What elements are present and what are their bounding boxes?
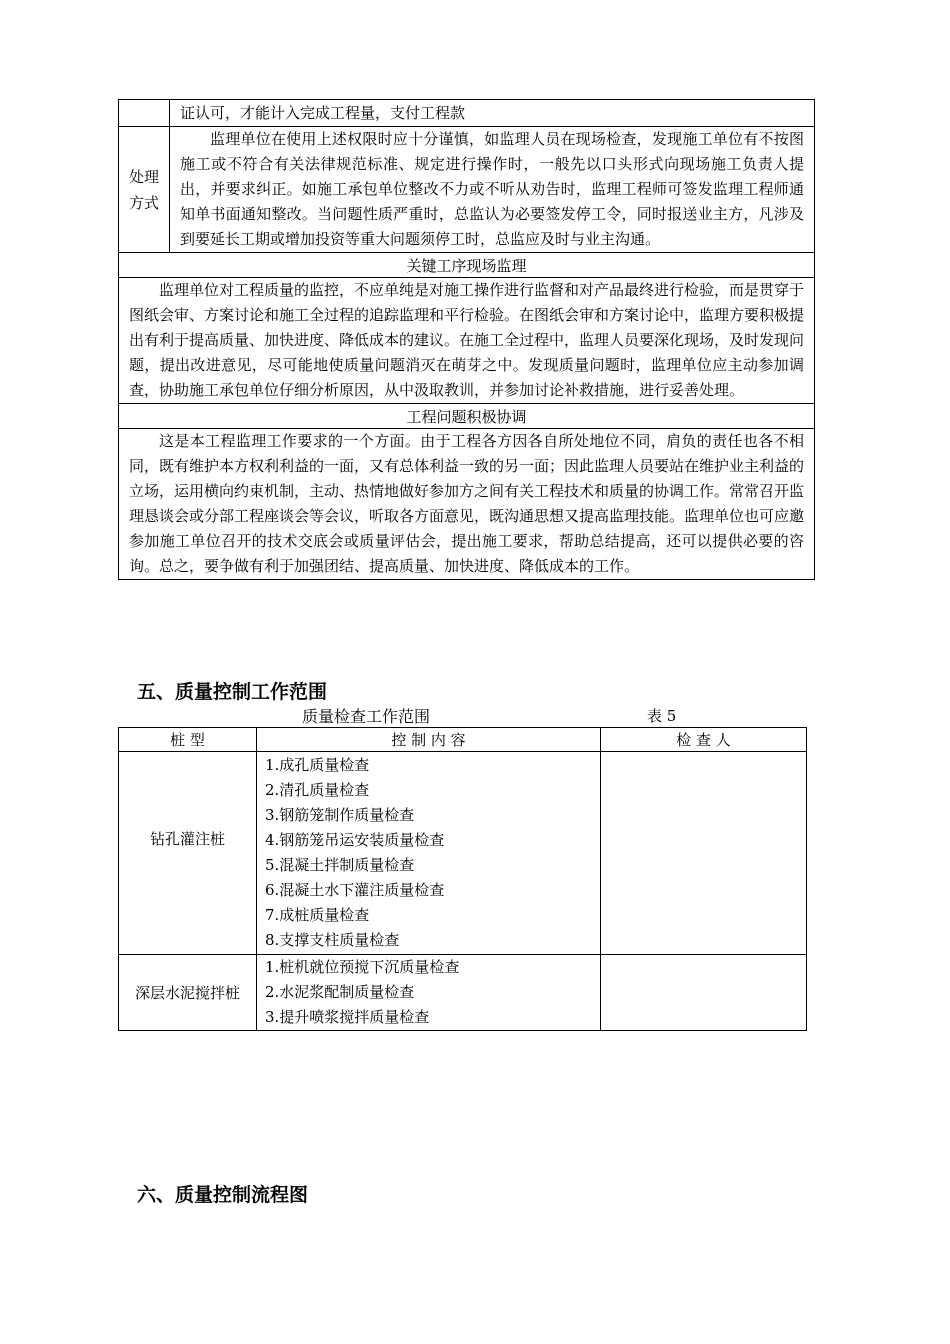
table-number: 表 5 (647, 707, 677, 725)
row-label-empty (119, 100, 170, 127)
method-label: 处理 方式 (119, 127, 170, 253)
section-text-key-process: 监理单位对工程质量的监控，不应单纯是对施工操作进行监督和对产品最终进行检验，而是贯穿于图纸会审、方案讨论和施工全过程的追踪监理和平行检验。在图纸会审和方案讨论中，监理方要积极提出有利于提高质量、加快进度、降低成本的建议。在施工全过程中，监理人员要深化现场，及时发现问题，提出改进意见，尽可能地使质量问题消灭在萌芽之中。发现质量问题时，监理单位应主动参加调查，协助施工承包单位仔细分析原因，从中汲取教训，并参加讨论补救措施，进行妥善处理。 (119, 278, 815, 404)
list-item: 1.成孔质量检查 (265, 756, 370, 774)
list-item: 5.混凝土拌制质量检查 (265, 856, 415, 874)
supervision-table (118, 99, 815, 580)
pile-type-bored: 钻孔灌注桩 (119, 752, 257, 955)
quality-scope-table (118, 727, 807, 1031)
control-items-cement-mixing (257, 955, 601, 1031)
header-control-content: 控 制 内 容 (257, 728, 601, 752)
section-title-key-process: 关键工序现场监理 (119, 253, 815, 278)
heading-6: 六、质量控制流程图 (137, 1184, 309, 1206)
continued-text: 证认可，才能计入完成工程量，支付工程款 (170, 100, 815, 127)
control-items-bored (257, 752, 601, 955)
list-item: 8.支撑支柱质量检查 (265, 931, 400, 949)
list-item: 1.桩机就位预搅下沉质量检查 (265, 958, 460, 976)
inspector-bored (601, 752, 807, 955)
header-pile-type: 桩 型 (119, 728, 257, 752)
heading-5: 五、质量控制工作范围 (137, 681, 328, 703)
list-item: 3.钢筋笼制作质量检查 (265, 806, 415, 824)
list-item: 2.清孔质量检查 (265, 781, 370, 799)
section-text-coordination: 这是本工程监理工作要求的一个方面。由于工程各方因各自所处地位不同，肩负的责任也各不相同，既有维护本方权利利益的一面，又有总体利益一致的另一面；因此监理人员要站在维护业主利益的立场，运用横向约束机制，主动、热情地做好参加方之间有关工程技术和质量的协调工作。常常召开监理恳谈会或分部工程座谈会等会议，听取各方面意见，既沟通思想又提高监理技能。监理单位也可应邀参加施工单位召开的技术交底会或质量评估会，提出施工要求，帮助总结提高，还可以提供必要的咨询。总之，要争做有利于加强团结、提高质量、加快进度、降低成本的工作。 (119, 429, 815, 580)
list-item: 3.提升喷浆搅拌质量检查 (265, 1008, 430, 1026)
list-item: 4.钢筋笼吊运安装质量检查 (265, 831, 445, 849)
list-item: 6.混凝土水下灌注质量检查 (265, 881, 445, 899)
section-title-coordination: 工程问题积极协调 (119, 404, 815, 429)
list-item: 7.成桩质量检查 (265, 906, 370, 924)
list-item: 2.水泥浆配制质量检查 (265, 983, 415, 1001)
inspector-cement-mixing (601, 955, 807, 1031)
header-inspector: 检 查 人 (601, 728, 807, 752)
table-caption: 质量检查工作范围 (302, 707, 431, 726)
method-text: 监理单位在使用上述权限时应十分谨慎，如监理人员在现场检查，发现施工单位有不按图施工或不符合有关法律规范标准、规定进行操作时，一般先以口头形式向现场施工负责人提出，并要求纠正。如施工承包单位整改不力或不听从劝告时，监理工程师可签发监理工程师通知单书面通知整改。当问题性质严重时，总监认为必要签发停工令，同时报送业主方，凡涉及到要延长工期或增加投资等重大问题须停工时，总监应及时与业主沟通。 (170, 127, 815, 253)
pile-type-cement-mixing: 深层水泥搅拌桩 (119, 955, 257, 1031)
